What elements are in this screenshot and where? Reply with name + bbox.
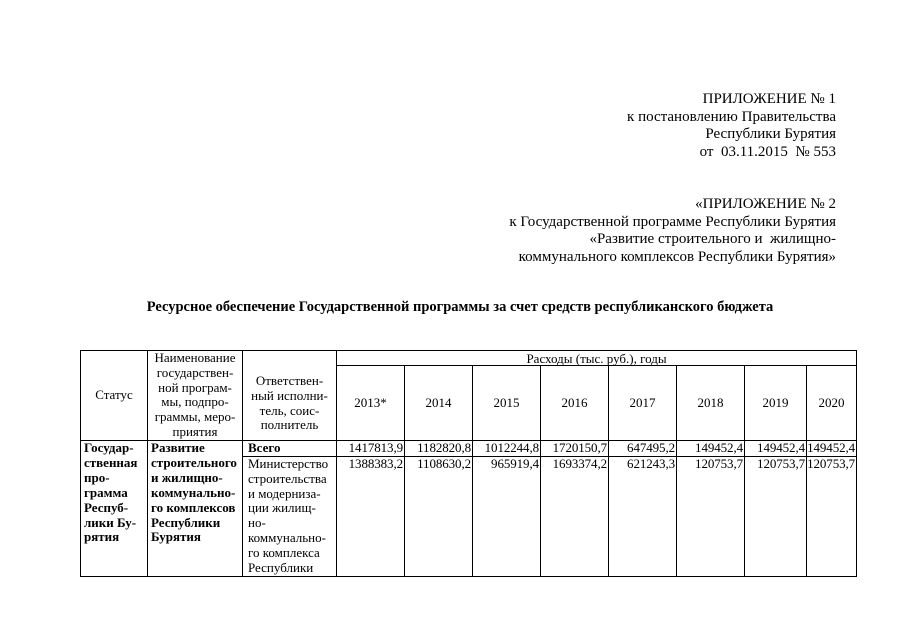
header-status: Статус xyxy=(81,351,148,441)
program-status-cell: Государ- ственная про- грамма Респуб- лики Бу- рятия xyxy=(81,441,148,577)
total-value-2018: 149452,4 xyxy=(677,441,745,457)
ministry-value-2019: 120753,7 xyxy=(745,457,807,577)
header-executor: Ответствен- ный исполни- тель, соис- полнитель xyxy=(243,351,337,441)
appendix-2-heading: «ПРИЛОЖЕНИЕ № 2 xyxy=(695,196,836,212)
appendix-1-decree-line: к постановлению Правительства xyxy=(627,108,836,125)
total-value-2014: 1182820,8 xyxy=(405,441,473,457)
ministry-value-2020: 120753,7 xyxy=(807,457,857,577)
executor-total-cell: Всего xyxy=(243,441,337,457)
header-year-2015: 2015 xyxy=(473,366,541,441)
executor-ministry-cell: Министерство строительства и модерниза- ции жилищ- но- коммунально- го комплекса Республики xyxy=(243,457,337,577)
ministry-value-2016: 1693374,2 xyxy=(541,457,609,577)
appendix-2-program-name-line-2: коммунального комплексов Республики Бурятия» xyxy=(518,249,836,266)
table-row-total xyxy=(81,441,857,457)
appendix-2-program-name-line-1: «Развитие строительного и жилищно- xyxy=(589,231,836,248)
ministry-value-2014: 1108630,2 xyxy=(405,457,473,577)
total-value-2013: 1417813,9 xyxy=(337,441,405,457)
header-expenses: Расходы (тыс. руб.), годы xyxy=(337,351,857,366)
program-name-cell: Развитие строительного и жилищно- коммунально- го комплексов Республики Бурятия xyxy=(148,441,243,577)
total-value-2017: 647495,2 xyxy=(609,441,677,457)
appendix-2-block xyxy=(509,196,836,267)
header-year-2014: 2014 xyxy=(405,366,473,441)
total-value-2016: 1720150,7 xyxy=(541,441,609,457)
appendix-1-republic-line: Республики Бурятия xyxy=(705,126,836,143)
resource-table xyxy=(80,350,857,577)
ministry-value-2018: 120753,7 xyxy=(677,457,745,577)
appendix-2-program-line: к Государственной программе Республики Бурятия xyxy=(509,213,836,230)
ministry-value-2013: 1388383,2 xyxy=(337,457,405,577)
appendix-1-date-number: от 03.11.2015 № 553 xyxy=(699,144,836,161)
total-value-2020: 149452,4 xyxy=(807,440,856,455)
header-year-2019: 2019 xyxy=(745,366,807,441)
total-value-2019: 149452,4 xyxy=(745,441,807,457)
header-year-2017: 2017 xyxy=(609,366,677,441)
document-title: Ресурсное обеспечение Государственной программы за счет средств республиканского бюджета xyxy=(146,299,774,315)
ministry-value-2015: 965919,4 xyxy=(473,457,541,577)
header-year-2013: 2013* xyxy=(337,366,405,441)
header-program-name: Наименование государствен- ной програм- мы, подпро- граммы, меро- приятия xyxy=(148,351,243,441)
appendix-1-heading: ПРИЛОЖЕНИЕ № 1 xyxy=(702,91,836,107)
header-year-2016: 2016 xyxy=(541,366,609,441)
header-year-2020: 2020 xyxy=(807,366,857,441)
appendix-1-block xyxy=(627,91,836,162)
ministry-value-2017: 621243,3 xyxy=(609,457,677,577)
total-value-2015: 1012244,8 xyxy=(473,441,541,457)
header-row-top xyxy=(81,351,857,366)
header-year-2018: 2018 xyxy=(677,366,745,441)
